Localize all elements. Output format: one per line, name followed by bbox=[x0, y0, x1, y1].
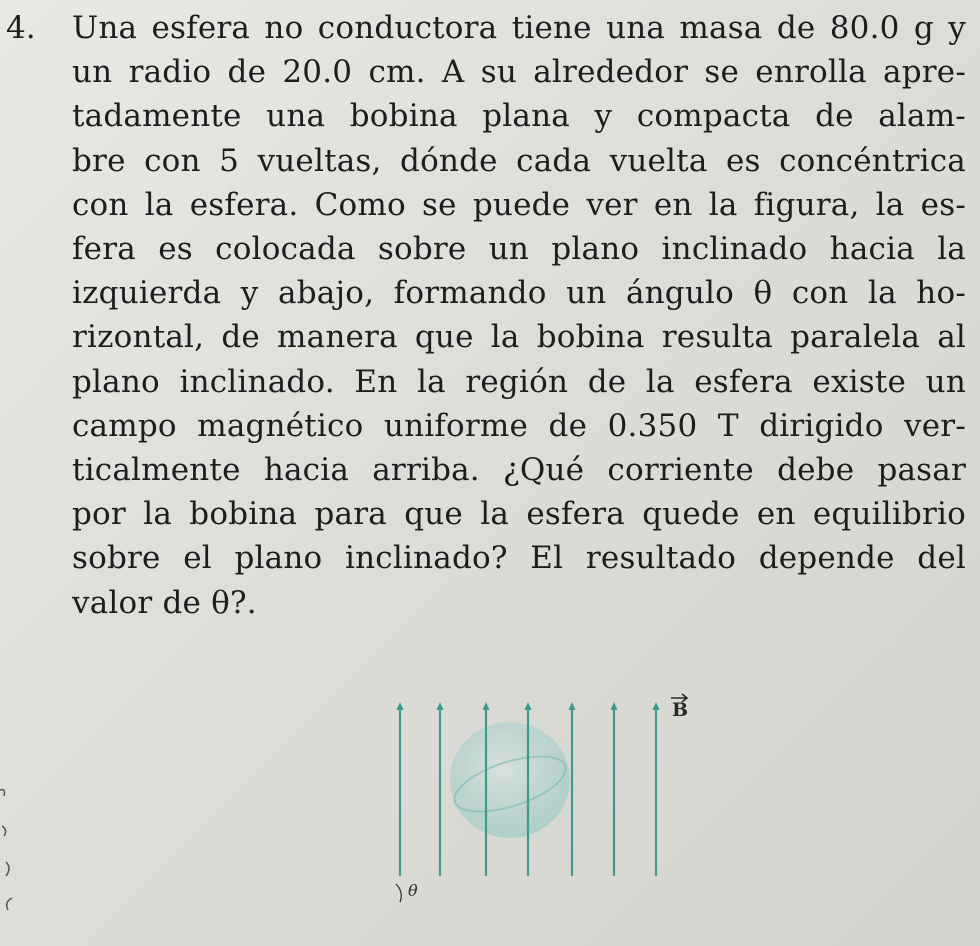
field-label: B bbox=[672, 699, 689, 721]
problem-line: bre con 5 vueltas, dónde cada vuelta es concéntrica bbox=[72, 142, 966, 179]
angle-arc bbox=[396, 884, 401, 902]
problem-line: campo magnético uniforme de 0.350 T dirigido ver- bbox=[72, 407, 966, 444]
angle-label: θ bbox=[408, 881, 418, 900]
problem-line: por la bobina para que la esfera quede en equilibrio bbox=[72, 496, 966, 533]
problem-line: tadamente una bobina plana y compacta de alam- bbox=[72, 98, 966, 135]
problem-line: rizontal, de manera que la bobina resulta paralela al bbox=[72, 319, 966, 356]
problem-line: sobre el plano inclinado? El resultado depende del bbox=[72, 540, 966, 577]
problem-line: con la esfera. Como se puede ver en la figura, la es- bbox=[72, 186, 966, 223]
problem-line: plano inclinado. En la región de la esfera existe un bbox=[72, 363, 966, 400]
problem-4 bbox=[6, 6, 968, 625]
magnetic-field-figure bbox=[360, 680, 720, 920]
field-line-arrowhead bbox=[611, 702, 618, 710]
problem-line: Una esfera no conductora tiene una masa de 80.0 g y bbox=[72, 10, 966, 46]
field-lines bbox=[397, 702, 660, 876]
problem-line: un radio de 20.0 cm. A su alrededor se enrolla apre- bbox=[72, 54, 966, 91]
margin-marks bbox=[0, 770, 20, 940]
field-line-arrowhead bbox=[397, 702, 404, 710]
field-line-arrowhead bbox=[653, 702, 660, 710]
problem-text bbox=[72, 6, 966, 625]
field-line-arrowhead bbox=[525, 702, 532, 710]
problem-line: valor de θ?. bbox=[72, 584, 257, 621]
problem-line: ticalmente hacia arriba. ¿Qué corriente debe pasar bbox=[72, 452, 966, 489]
field-line-arrowhead bbox=[483, 702, 490, 710]
problem-line: izquierda y abajo, formando un ángulo θ con la ho- bbox=[72, 275, 966, 312]
figure-svg bbox=[360, 680, 720, 920]
field-line-arrowhead bbox=[569, 702, 576, 710]
problem-number: 4. bbox=[6, 10, 36, 46]
problem-line: fera es colocada sobre un plano inclinado hacia la bbox=[72, 231, 966, 268]
field-line-arrowhead bbox=[437, 702, 444, 710]
